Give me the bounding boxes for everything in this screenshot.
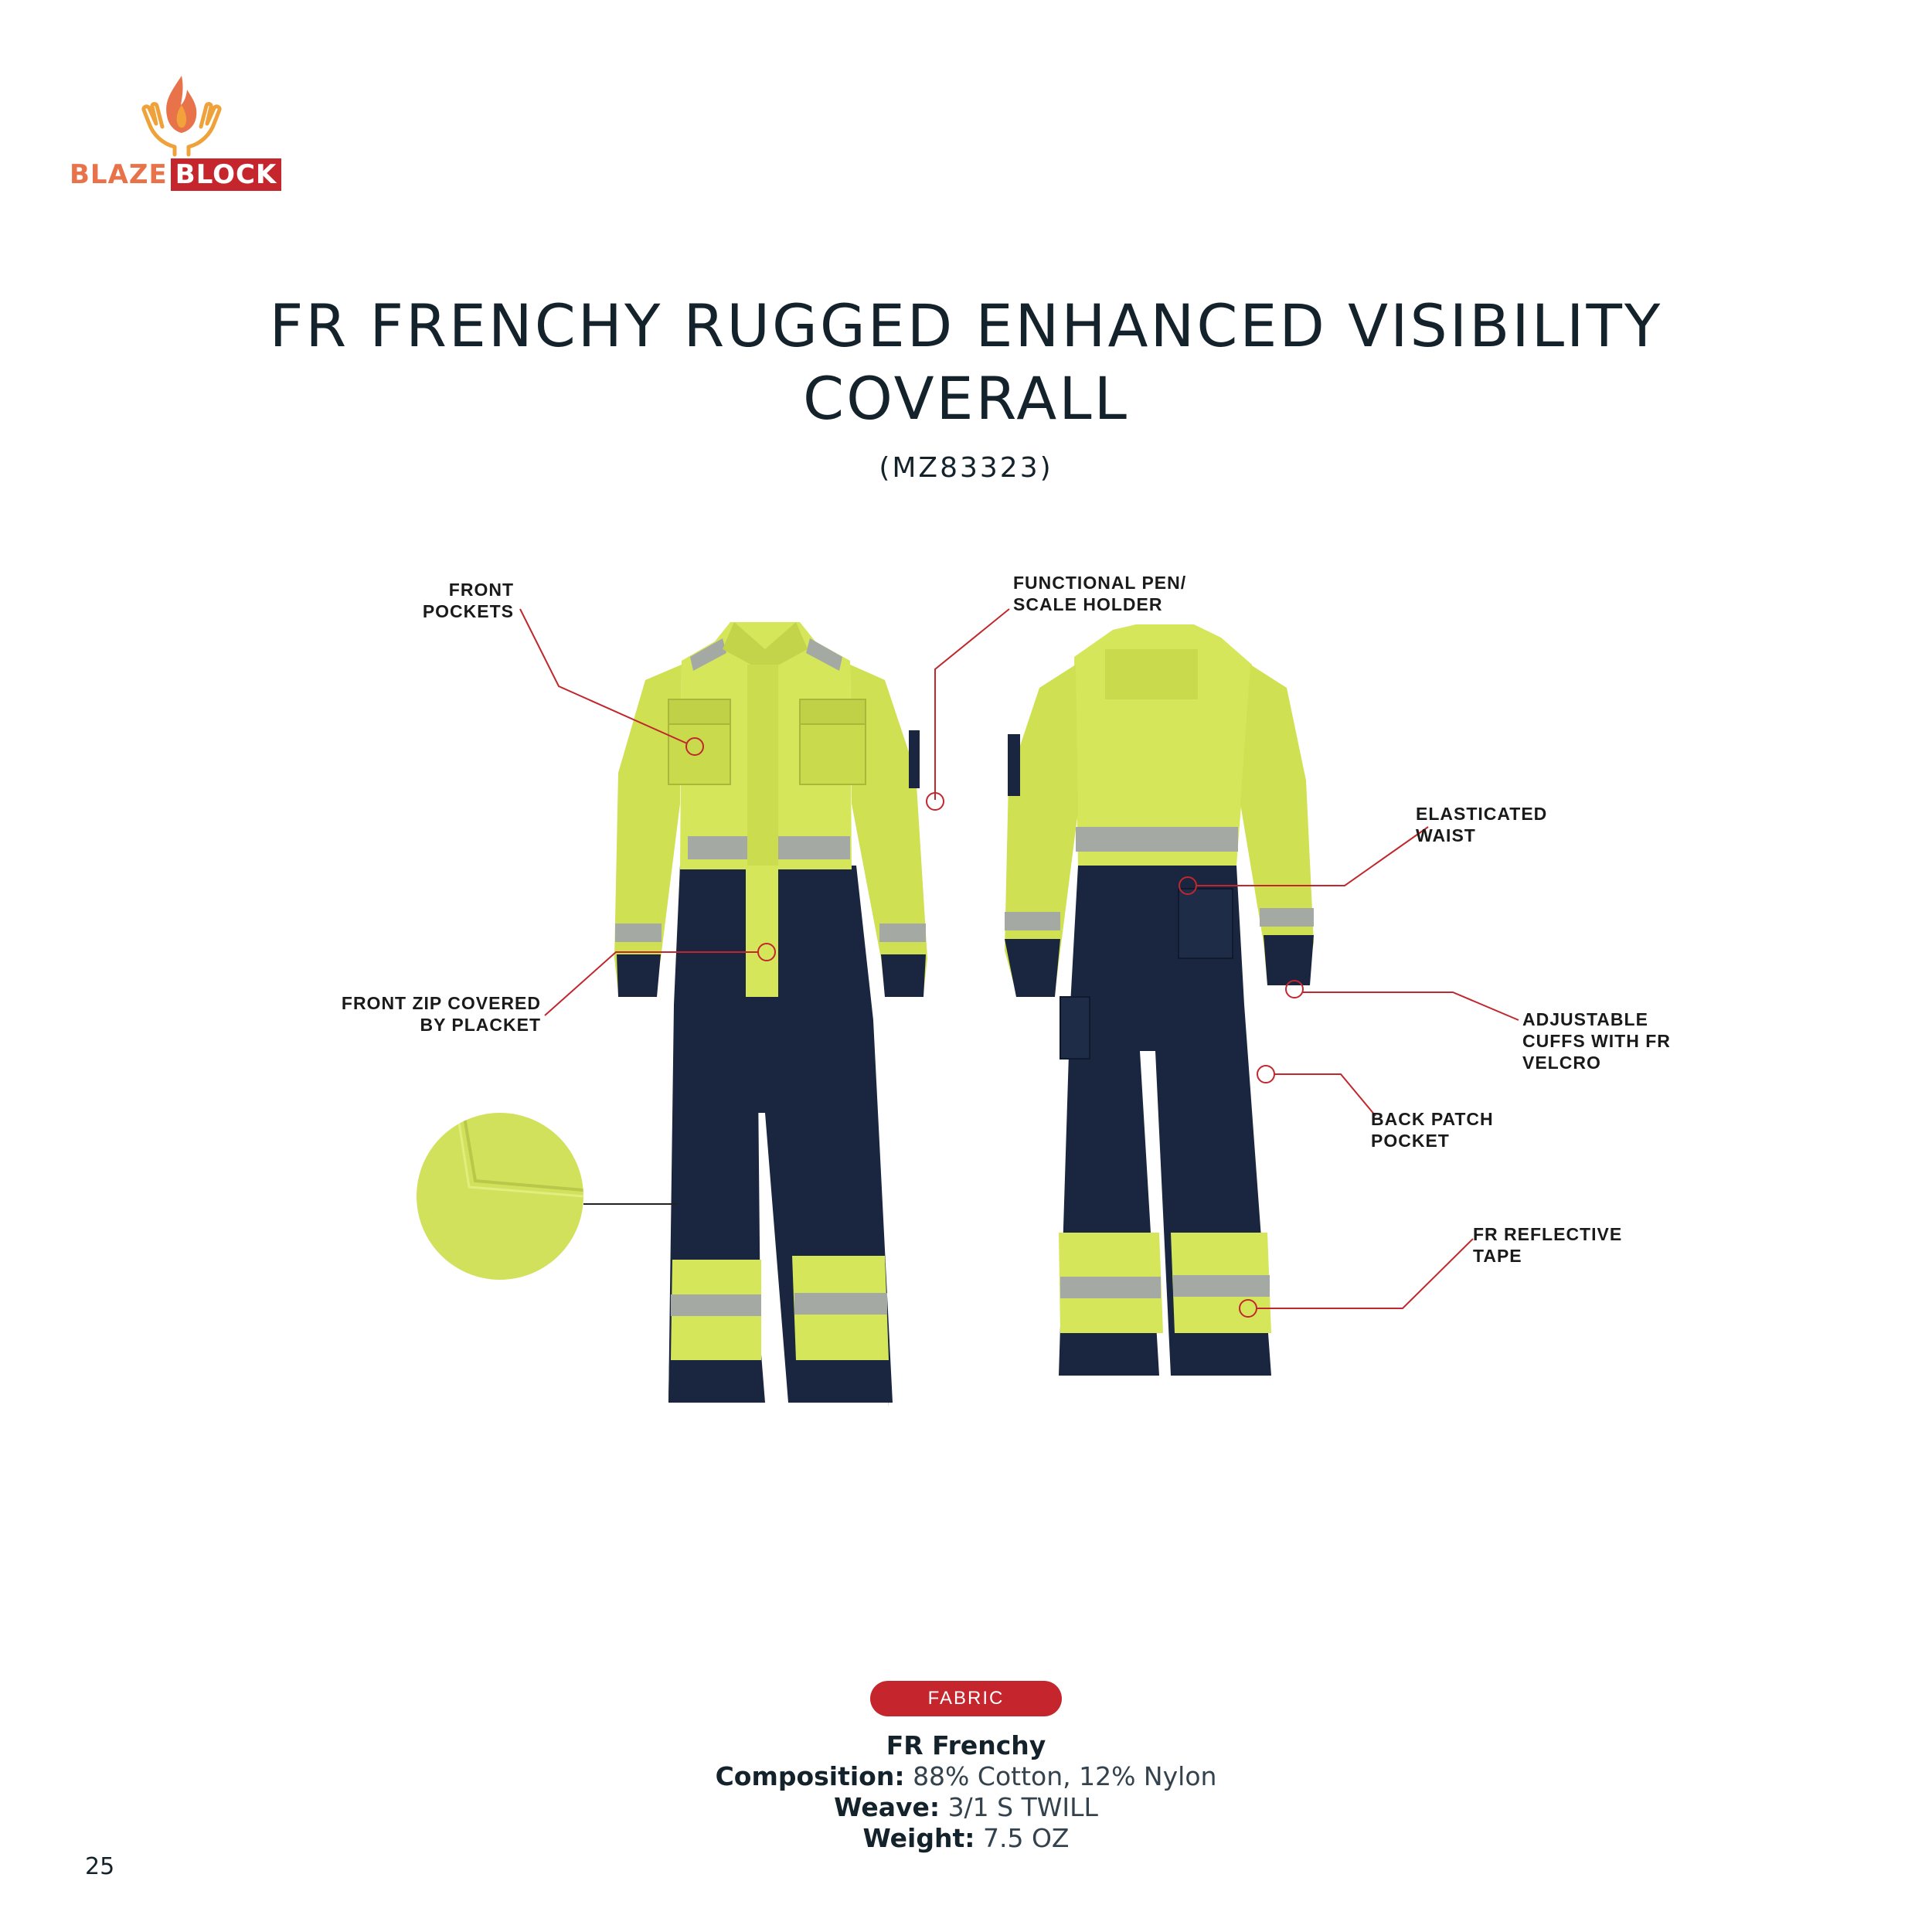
callout-front-pockets: FRONT POCKETS xyxy=(422,580,514,621)
coverall-back-view xyxy=(1005,624,1314,1376)
callout-adjustable-cuffs: ADJUSTABLE CUFFS WITH FR VELCRO xyxy=(1522,1009,1671,1073)
title-line-1: FR FRENCHY RUGGED ENHANCED VISIBILITY xyxy=(269,291,1663,360)
callout-back-patch-pocket: BACK PATCH POCKET xyxy=(1371,1109,1494,1151)
callout-pen-holder: FUNCTIONAL PEN/ SCALE HOLDER xyxy=(1013,573,1187,614)
callout-front-zip: FRONT ZIP COVERED BY PLACKET xyxy=(341,993,541,1035)
page-number: 25 xyxy=(85,1853,115,1880)
title-line-2: COVERALL xyxy=(803,364,1129,433)
weave-row xyxy=(696,1792,1236,1823)
weight-label: Weight: xyxy=(862,1823,975,1853)
callout-reflective-tape: FR REFLECTIVE TAPE xyxy=(1473,1224,1623,1266)
coverall-front-view xyxy=(614,622,927,1406)
weight-value: 7.5 OZ xyxy=(982,1823,1070,1853)
composition-row xyxy=(696,1761,1236,1792)
fabric-swatch xyxy=(417,1113,678,1280)
composition-value: 88% Cotton, 12% Nylon xyxy=(913,1761,1217,1791)
fabric-badge: FABRIC xyxy=(870,1681,1062,1716)
composition-label: Composition: xyxy=(715,1761,905,1791)
fabric-specs xyxy=(696,1681,1236,1854)
weight-row xyxy=(696,1823,1236,1854)
fabric-name: FR Frenchy xyxy=(886,1730,1046,1760)
weave-value: 3/1 S TWILL xyxy=(947,1792,1098,1822)
logo-text-blaze: BLAZE xyxy=(70,159,168,190)
weave-label: Weave: xyxy=(834,1792,940,1822)
callout-elasticated-waist: ELASTICATED WAIST xyxy=(1416,804,1548,845)
logo-text-block: BLOCK xyxy=(171,158,282,191)
model-code: (MZ83323) xyxy=(879,452,1053,484)
